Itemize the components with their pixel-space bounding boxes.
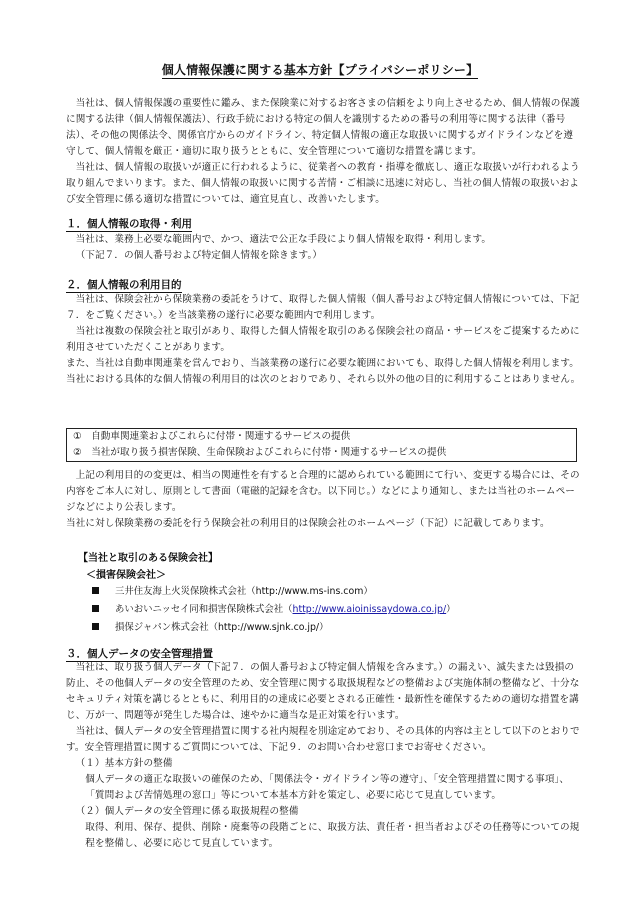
insurer-name: あいおいニッセイ同和損害保険株式会社 — [115, 604, 284, 615]
insurer-item: あいおいニッセイ同和損害保険株式会社（http://www.aioinissaydowa.co.jp/） — [92, 602, 456, 618]
document-title: 個人情報保護に関する基本方針【プライバシーポリシー】 — [161, 63, 479, 77]
bullet-square-icon — [92, 623, 99, 630]
insurer-url: http://www.sjnk.co.jp/ — [217, 622, 320, 633]
section-2-notes: 上記の利用目的の変更は、相当の関連性を有すると合理的に認められている範囲にて行い、変更する場合には、その内容をご本人に対し、原則として書面（電磁的記録を含む。以下同じ。）などにより通知し、または当社のホームページなどにより公表します。 当社に対し保険業務の委託を行う保険会社の利用目的は保険会社のホームページ（下記）に記載してあります。 — [66, 470, 580, 529]
intro-paragraph: 当社は、個人情報の取扱いが適正に行われるように、従業者への教育・指導を徹底し、適正な取扱いが行われるよう取り組んでまいります。また、個人情報の取扱いに関する苦情・ご相談に迅速に対応し、当社の個人情報の取扱いおよび安全管理に係る適切な措置については、適宜見直し、改善いたします。 — [66, 162, 580, 205]
insurer-url: http://www.ms-ins.com — [255, 586, 364, 597]
bullet-square-icon — [92, 605, 99, 612]
insurer-item: 三井住友海上火災保険株式会社（http://www.ms-ins.com） — [92, 584, 373, 600]
insurer-name: 損保ジャパン株式会社 — [115, 622, 209, 633]
purpose-box — [66, 428, 577, 462]
insurers-subheading: ＜損害保険会社＞ — [86, 570, 166, 581]
bullet-square-icon — [92, 587, 99, 594]
section-1-heading: １．個人情報の取得・利用 — [66, 218, 192, 230]
intro-paragraph: 当社は、個人情報保護の重要性に鑑み、また保険業に対するお客さまの信頼をより向上させるため、個人情報の保護に関する法律（個人情報保護法）、行政手続における特定の個人を識別するための番号の利用等に関する法律（番号法）、その他の関係法令、関係官庁からのガイドライン、特定個人情報の適正な取扱いに関するガイドラインなどを遵守して、個人情報を厳正・適切に取り扱うとともに、安全管理について適切な措置を講じます。 — [66, 98, 580, 157]
intro-text — [66, 96, 581, 208]
insurer-name: 三井住友海上火災保険株式会社 — [115, 586, 247, 597]
purpose-item: ① 自動車関連業およびこれらに付帯・関連するサービスの提供 — [73, 431, 351, 442]
section-2-text: 当社は、保険会社から保険業務の委託をうけて、取得した個人情報（個人番号および特定個人情報については、下記７．をご覧ください。）を当該業務の遂行に必要な範囲内で利用します。 当社は複数の保険会社と取引があり、取得した個人情報を取引のある保険会社の商品・サービスをご提案するために利用させていただくことがあります。 また、当社は自動車関連業を営んでおり、当該業務の遂行に必要な範囲においても、取得した個人情報を利用します。 当社における具体的な個人情報の利用目的は次のとおりであり、それら以外の他の目的に利用することはありません。 — [66, 294, 581, 385]
section-3-text: 当社は、取り扱う個人データ（下記７．の個人番号および特定個人情報を含みます。）の漏えい、滅失または毀損の防止、その他個人データの安全管理のため、安全管理に関する取扱規程などの整備および実施体制の整備など、十分なセキュリティ対策を講じるとともに、利用目的の達成に必要とされる正確性・最新性を確保するための適切な措置を講じ、万が一、問題等が発生した場合は、速やかに適当な是正対策を行います。 当社は、個人データの安全管理措置に関する社内規程を別途定めており、その具体的内容は主として以下のとおりです。安全管理措置に関するご質問については、下記９．のお問い合わせ窓口までお寄せください。 （１）基本方針の整備 個人データの適正な取扱いの確保のため、「関係法令・ガイドライン等の遵守」、「安全管理措置に関する事項」、「質問および苦情処理の窓口」等について本基本方針を策定し、必要に応じて見直しています。 （２）個人データの安全管理に係る取扱規程の整備 取得、利用、保存、提供、削除・廃棄等の段階ごとに、取扱方法、責任者・担当者およびその任務等についての規程を整備し、必要に応じて見直しています。 — [66, 660, 581, 852]
subsection-text: 取得、利用、保存、提供、削除・廃棄等の段階ごとに、取扱方法、責任者・担当者およびその任務等についての規程を整備し、必要に応じて見直しています。 — [85, 822, 580, 849]
section-1-text: 当社は、業務上必要な範囲内で、かつ、適法で公正な手段により個人情報を取得・利用します。 （下記７．の個人番号および特定個人情報を除きます。） — [75, 234, 492, 261]
section-3-heading: ３．個人データの安全管理措置 — [66, 648, 213, 660]
section-2-heading: ２．個人情報の利用目的 — [66, 279, 182, 291]
purpose-item: ② 当社が取り扱う損害保険、生命保険およびこれらに付帯・関連するサービスの提供 — [73, 447, 447, 458]
insurer-link[interactable]: http://www.aioinissaydowa.co.jp/ — [292, 604, 447, 615]
insurers-heading: 【当社と取引のある保険会社】 — [78, 553, 218, 564]
subsection-text: 個人データの適正な取扱いの確保のため、「関係法令・ガイドライン等の遵守」、「安全管理措置に関する事項」、「質問および苦情処理の窓口」等について本基本方針を策定し、必要に応じて見直しています。 — [85, 774, 570, 801]
subsection-title: （１）基本方針の整備 — [75, 758, 173, 769]
insurer-item: 損保ジャパン株式会社（http://www.sjnk.co.jp/） — [92, 620, 328, 636]
subsection-title: （２）個人データの安全管理に係る取扱規程の整備 — [75, 806, 299, 817]
